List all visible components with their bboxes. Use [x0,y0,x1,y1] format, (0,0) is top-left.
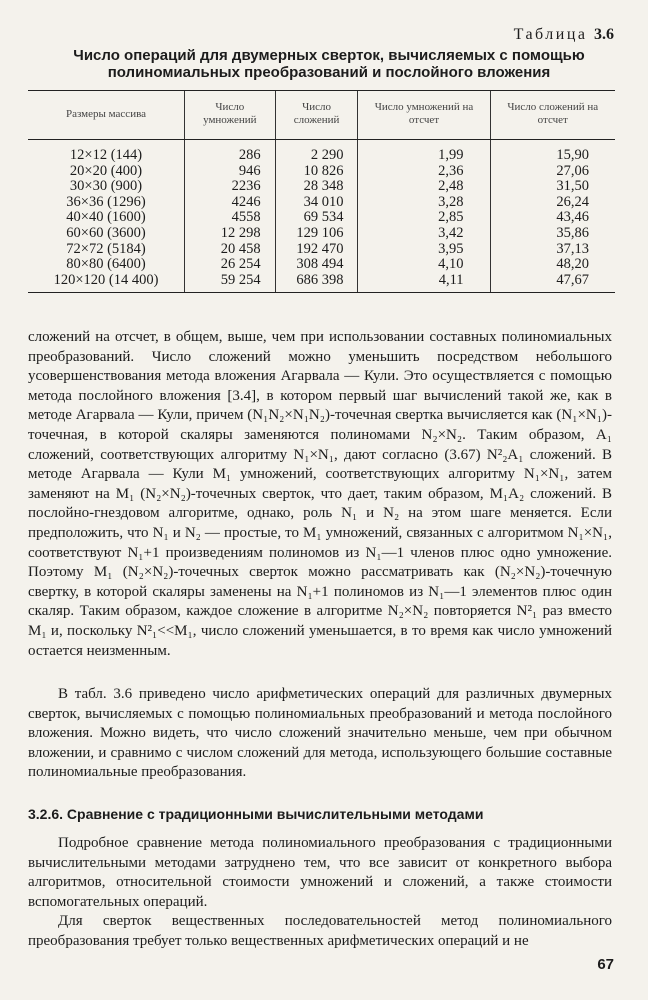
paragraph-text: В табл. 3.6 приведено число арифметических операций для различных двумерных сверток, вычисляемых с помощью полиномиальных преобразований и метода послойного вложения. Можно видеть, что число сложений значительно меньше, чем при обычном вложении, и сравнимо с числом сложений для метода, использующего большие составные полиномиальные преобразования. [28,686,612,781]
paragraph-text: сложений на отсчет, в общем, выше, чем при использовании составных полиномиальных преобразований. Число сложений можно уменьшить посредством небольшого усовершенствования метода вложения Агарвала — Кули. Это осуществляется с помощью метода послойного вложения [3.4], в котором первый шаг вычислений такой же, как в методе Агарвала — Кули, причем (N₁N₂×N₁N₂)-точечная свертка вычисляется как (N₁×N₁)-точечная, в которой скаляры заменяются полиномами N₂×N₂. Таким образом, A₁ сложений, соответствующих алгоритму N₁×N₁, дают согласно (3.67) N²₂A₁ сложений. В методе Агарвала — Кули M₁ умножений, соответствующих алгоритму N₁×N₁, затем заменяют на M₁ (N₂×N₂)-точечных сверток, что дает, таким образом, M₁A₂ сложений. В послойно-гнездовом алгоритме, однако, роль N₁ и N₂ на этом шаге меняется. Если предположить, что N₁ и N₂ — простые, то M₁ умножений, связанных с алгоритмом N₁×N₁, соответствуют N₁+1 произведениям полиномов из N₁—1 членов плюс одно умножение. Поэтому M₁ (N₂×N₂)-точечных сверток можно рассматривать как (N₂×N₂)-точечную свертку, в которой скаляры заменены на N₁+1 полиномов из N₁—1 элементов плюс один скаляр. Таким образом, каждое сложение в алгоритме N₂×N₂ повторяется N²₁ раз вместо M₁ и, поскольку N²₁<<M₁, число сложений уменьшается, в то время как число умножений остается неизменным. [28,329,612,659]
header-multiplications: Число умножений [185,91,276,140]
cell-mults-per-sample: 2,48 [358,179,490,195]
cell-size: 80×80 (6400) [66,256,146,273]
header-mults-per-sample: Число умножений на отсчет [358,91,490,140]
cell-mults: 26 254 [185,257,276,273]
cell-size: 120×120 (14 400) [28,273,185,293]
cell-adds: 308 494 [275,257,358,273]
cell-adds-per-sample: 47,67 [490,273,615,293]
cell-adds: 10 826 [275,164,358,180]
table-label-word: Таблица [513,26,588,43]
cell-mults-per-sample: 2,85 [358,210,490,226]
cell-adds-per-sample: 26,24 [490,195,615,211]
table-row [28,179,615,195]
cell-mults-per-sample: 4,10 [358,257,490,273]
header-additions: Число сложений [275,91,358,140]
cell-size: 12×12 (144) [69,147,143,163]
cell-adds: 28 348 [275,179,358,195]
cell-adds: 129 106 [275,226,358,242]
table-label [514,26,614,44]
section-heading: 3.2.6. Сравнение с традиционными вычислительными методами [28,806,484,822]
header-array-size: Размеры массива [28,91,185,140]
paragraph-text: Для сверток вещественных последовательностей метод полиномиального преобразования требует только вещественных арифметических операций и не [28,913,612,949]
cell-adds: 69 534 [275,210,358,226]
cell-mults: 12 298 [185,226,276,242]
cell-size: 30×30 (900) [69,178,143,195]
cell-size: 60×60 (3600) [66,224,146,241]
cell-adds-per-sample: 31,50 [490,179,615,195]
cell-adds: 192 470 [275,242,358,258]
cell-size: 36×36 (1296) [66,193,146,210]
table-caption: Число операций для двумерных сверток, вычисляемых с помощью полиномиальных преобразований и послойного вложения [73,47,585,81]
cell-size: 20×20 (400) [69,162,143,179]
cell-mults: 20 458 [185,242,276,258]
paragraph-text: Подробное сравнение метода полиномиального преобразования с традиционными вычислительными методами затруднено тем, что все зависит от конкретного выбора алгоритмов, относительной стоимости умножений и сложений, а также стоимости вспомогательных операций. [28,835,612,910]
cell-mults-per-sample: 3,42 [358,226,490,242]
table-label-number: 3.6 [594,26,614,43]
body-paragraph-table-reference [28,685,612,783]
cell-adds-per-sample: 43,46 [490,210,615,226]
cell-adds-per-sample: 37,13 [490,242,615,258]
cell-adds-per-sample: 48,20 [490,257,615,273]
cell-adds: 686 398 [275,273,358,293]
cell-adds-per-sample: 15,90 [490,140,615,164]
cell-mults-per-sample: 3,28 [358,195,490,211]
table-row [28,195,615,211]
table-header-row [28,91,615,140]
table-row [28,210,615,226]
cell-mults: 946 [185,164,276,180]
cell-mults-per-sample: 3,95 [358,242,490,258]
cell-adds: 2 290 [275,140,358,164]
table-row [28,257,615,273]
cell-adds-per-sample: 27,06 [490,164,615,180]
body-paragraph-comparison [28,834,612,952]
cell-size: 40×40 (1600) [66,209,146,226]
cell-mults-per-sample: 1,99 [358,140,490,164]
cell-mults: 4246 [185,195,276,211]
table-row [28,140,615,164]
cell-mults: 2236 [185,179,276,195]
cell-mults: 59 254 [185,273,276,293]
cell-adds-per-sample: 35,86 [490,226,615,242]
operations-table [28,90,615,293]
table-row [28,273,615,293]
cell-mults: 4558 [185,210,276,226]
page-number: 67 [597,956,614,973]
cell-adds: 34 010 [275,195,358,211]
cell-mults-per-sample: 2,36 [358,164,490,180]
cell-size: 72×72 (5184) [66,240,146,257]
body-paragraph-continued [28,328,612,661]
table-row [28,226,615,242]
header-adds-per-sample: Число сложений на отсчет [490,91,615,140]
cell-mults: 286 [185,140,276,164]
table-row [28,242,615,258]
table-row [28,164,615,180]
cell-mults-per-sample: 4,11 [358,273,490,293]
